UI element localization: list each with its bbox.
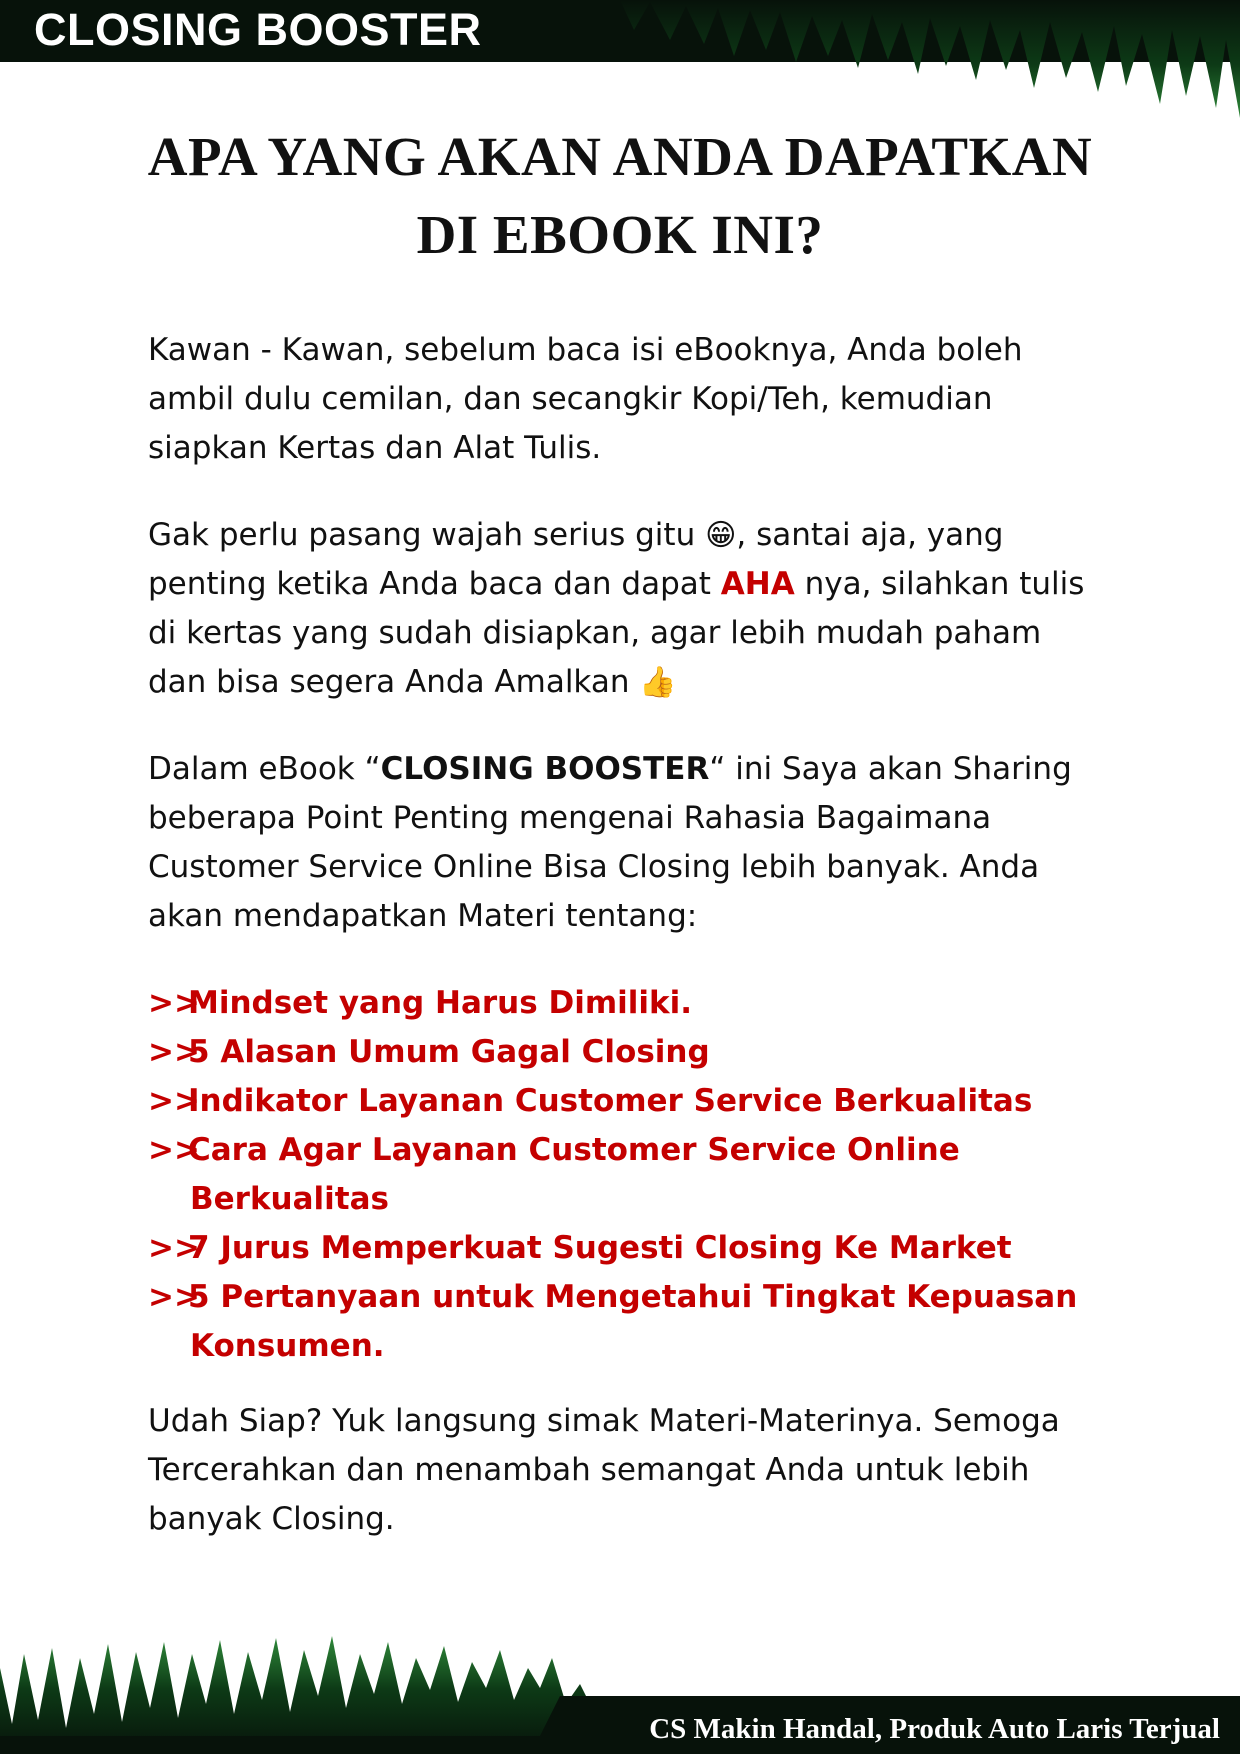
body-content <box>148 326 1088 1582</box>
p2-text-a: Gak perlu pasang wajah serius gitu <box>148 517 706 553</box>
grin-emoji-icon: 😁 <box>705 518 737 553</box>
list-item <box>148 1077 1088 1126</box>
p2-text-c: nya, silahkan tulis di kertas yang sudah disiapkan, agar lebih mudah paham dan bisa segera Anda Amalkan <box>148 566 1085 700</box>
closing-paragraph: Udah Siap? Yuk langsung simak Materi-Materinya. Semoga Tercerahkan dan menambah semangat Anda untuk lebih banyak Closing. <box>148 1403 1060 1537</box>
page-title-line-2: DI EBOOK INI? <box>416 204 824 265</box>
brand-title: CLOSING BOOSTER <box>34 4 482 55</box>
intro-paragraph-3 <box>148 745 1088 941</box>
list-item <box>148 1224 1088 1273</box>
list-marker: >> <box>148 1132 200 1168</box>
list-item-text: Indikator Layanan Customer Service Berkualitas <box>188 1083 1033 1119</box>
p3-text-b: “ ini Saya akan Sharing beberapa Point Penting mengenai Rahasia Bagaimana Customer Service Online Bisa Closing lebih banyak. Anda akan mendapatkan Materi tentang: <box>148 751 1072 934</box>
list-item-text: 7 Jurus Memperkuat Sugesti Closing Ke Market <box>188 1230 1012 1266</box>
list-item <box>148 1126 1088 1224</box>
thumbs-up-icon: 👍 <box>639 665 677 700</box>
list-item <box>148 1273 1088 1371</box>
list-marker: >> <box>148 1034 200 1070</box>
list-marker: >> <box>148 985 200 1021</box>
p2-text-b: , santai aja, yang penting ketika Anda baca dan dapat <box>148 517 1004 602</box>
list-marker: >> <box>148 1083 200 1119</box>
page-title-line-1: APA YANG AKAN ANDA DAPATKAN <box>147 126 1093 187</box>
list-marker: >> <box>148 1279 200 1315</box>
aha-highlight: AHA <box>720 566 795 602</box>
list-item-text: Mindset yang Harus Dimiliki. <box>188 985 693 1021</box>
list-item <box>148 1028 1088 1077</box>
list-item-text: Cara Agar Layanan Customer Service Online Berkualitas <box>188 1132 960 1217</box>
materi-list <box>148 979 1088 1371</box>
ebook-name-bold: CLOSING BOOSTER <box>380 751 710 787</box>
intro-paragraph-1: Kawan - Kawan, sebelum baca isi eBooknya, Anda boleh ambil dulu cemilan, dan secangkir Kopi/Teh, kemudian siapkan Kertas dan Alat Tulis. <box>148 332 1023 466</box>
page-title <box>100 118 1140 274</box>
list-item <box>148 979 1088 1028</box>
top-grass-decoration <box>620 0 1240 130</box>
intro-paragraph-2 <box>148 511 1088 707</box>
list-item-text: 5 Alasan Umum Gagal Closing <box>188 1034 710 1070</box>
footer-tagline: CS Makin Handal, Produk Auto Laris Terjual <box>649 1713 1220 1745</box>
p3-text-a: Dalam eBook “ <box>148 751 381 787</box>
list-item-text: 5 Pertanyaan untuk Mengetahui Tingkat Kepuasan Konsumen. <box>188 1279 1078 1364</box>
list-marker: >> <box>148 1230 200 1266</box>
